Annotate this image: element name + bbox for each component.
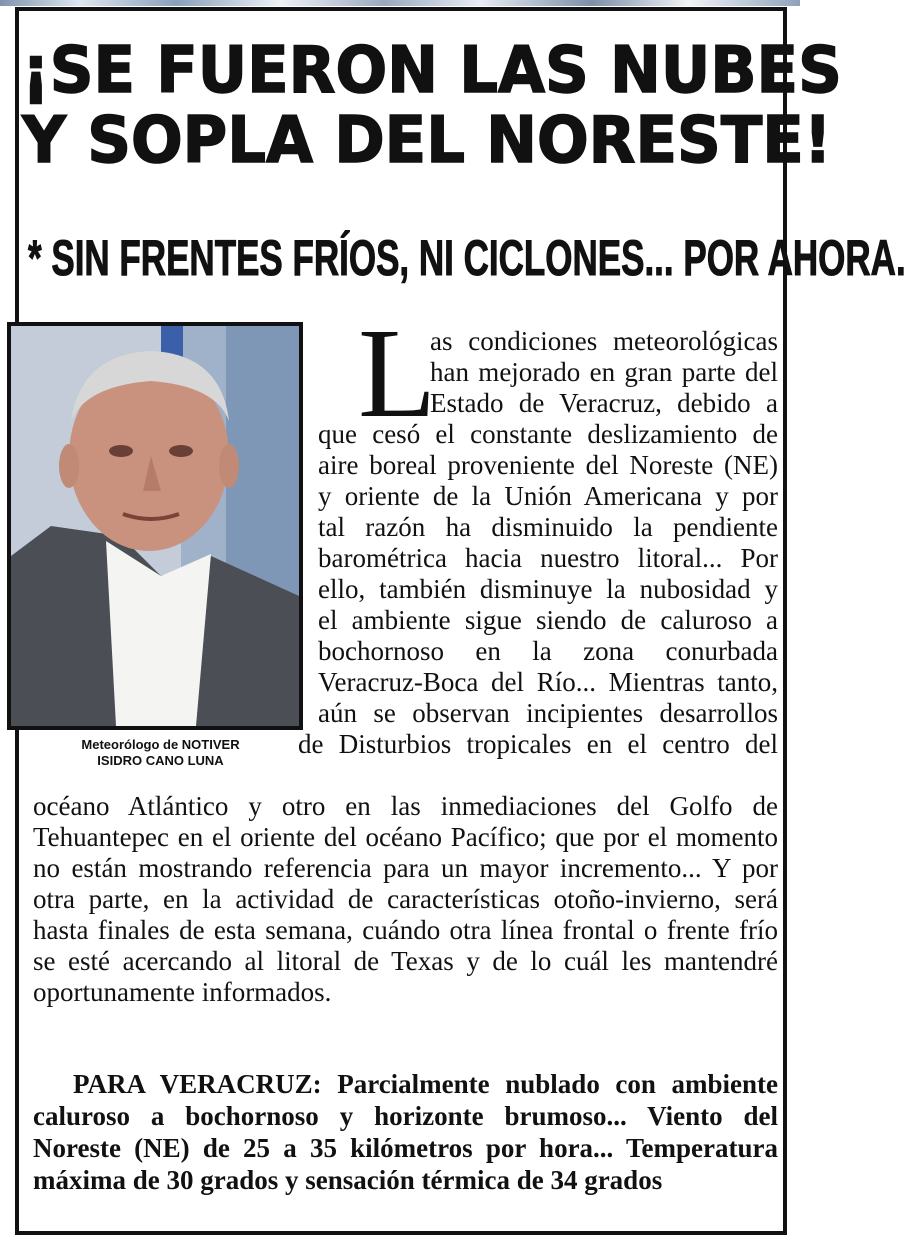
caption-line-2: ISIDRO CANO LUNA [97,753,224,768]
article-line: barométrica hacia nuestro litoral... Por [318,543,778,573]
caption-line-1: Meteorólogo de NOTIVER [81,737,240,752]
drop-cap: L [358,302,437,444]
article-line: se esté acercando al litoral de Texas y de lo cuál les mantendré [33,946,778,976]
article-line: y oriente de la Unión Americana y por [318,481,778,511]
article-line: Veracruz-Boca del Río... Mientras tanto, [318,667,778,697]
article-line: que cesó el constante deslizamiento de [318,419,778,449]
subheadline: * SIN FRENTES FRÍOS, NI CICLONES... POR AHORA. [28,230,906,286]
article-line: as condiciones meteorológicas [430,326,778,356]
article-line: han mejorado en gran parte del [430,357,778,387]
article-line: aire boreal proveniente del Noreste (NE) [318,450,778,480]
article-line: ello, también disminuye la nubosidad y [318,574,778,604]
portrait-illustration [11,326,299,726]
forecast-line: Noreste (NE) de 25 a 35 kilómetros por hora... Temperatura [33,1133,778,1163]
article-line: oportunamente informados. [33,977,332,1007]
article-line: bochornoso en la zona conurbada [318,636,778,666]
veracruz-forecast [33,1068,778,1196]
article-line: otra parte, en la actividad de características otoño-invierno, será [33,884,778,914]
article-line: el ambiente sigue siendo de caluroso a [318,605,778,635]
forecast-line: caluroso a bochornoso y horizonte brumoso... Viento del [33,1101,778,1131]
top-photo-strip [0,0,800,6]
article-line: océano Atlántico y otro en las inmediaciones del Golfo de [33,791,778,821]
article-line: tal razón ha disminuido la pendiente [318,512,778,542]
photo-caption [18,737,303,769]
article-text-beside-photo [298,419,778,760]
article-text-full-width [33,791,778,1008]
article-line: hasta finales de esta semana, cuándo otra línea frontal o frente frío [33,915,778,945]
forecast-line: PARA VERACRUZ: Parcialmente nublado con ambiente [73,1069,778,1099]
article-line: Tehuantepec en el oriente del océano Pacífico; que por el momento [33,822,778,852]
article-line: Estado de Veracruz, debido a [430,388,778,418]
headline [22,34,842,178]
headline-line-2: Y SOPLA DEL NORESTE! [22,104,832,178]
headline-line-1: ¡SE FUERON LAS NUBES [22,34,842,108]
article-text-beside-dropcap [430,326,778,419]
article-line: aún se observan incipientes desarrollos [318,698,778,728]
article-line: de Disturbios tropicales en el centro del [298,729,778,759]
meteorologist-photo [7,322,303,730]
forecast-line: máxima de 30 grados y sensación térmica de 34 grados [33,1165,663,1195]
article-line: no están mostrando referencia para un mayor incremento... Y por [33,853,778,883]
